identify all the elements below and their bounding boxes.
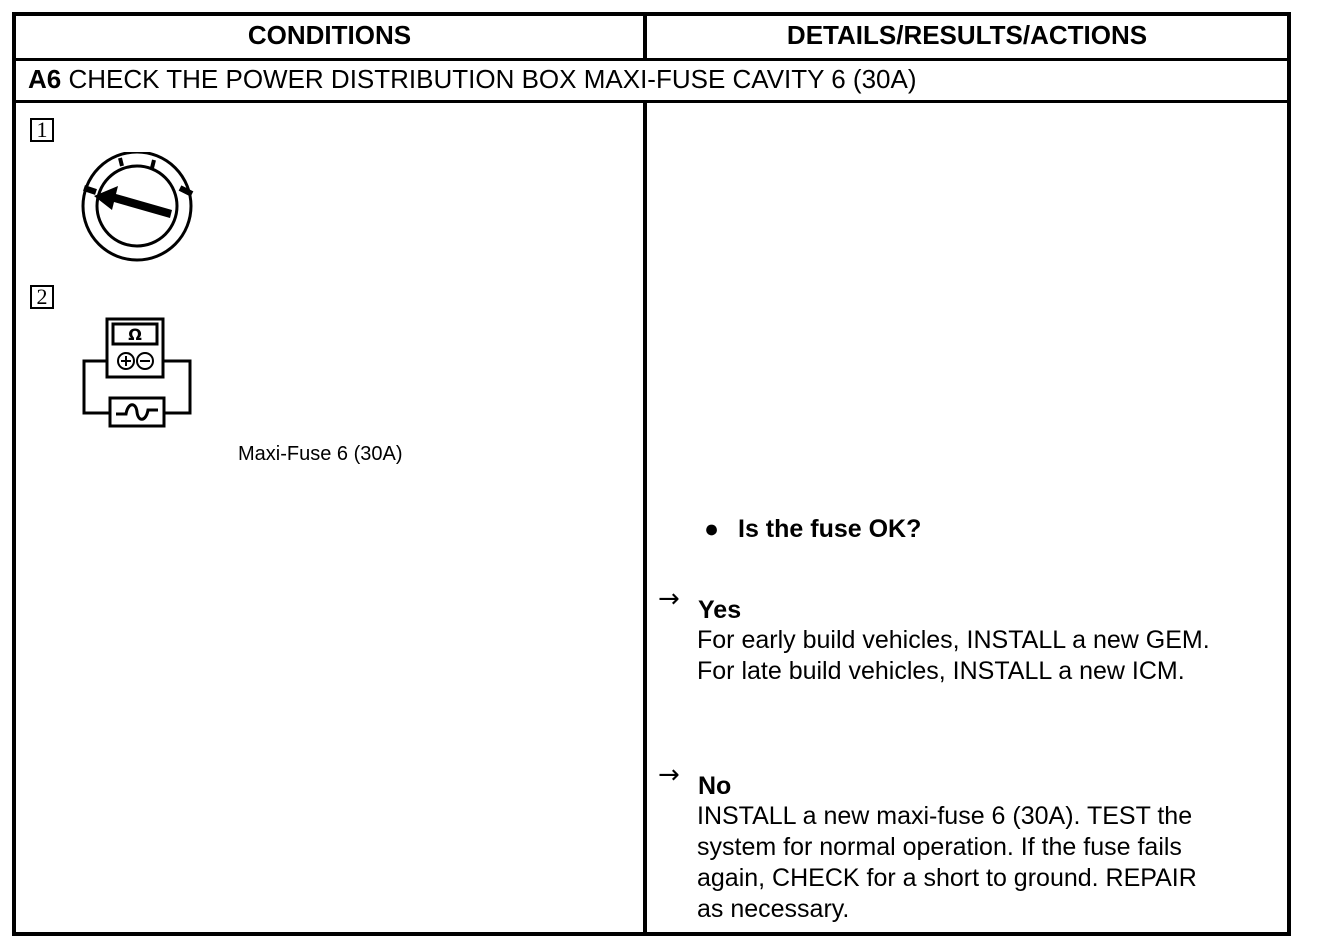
- fuse-caption: Maxi-Fuse 6 (30A): [238, 443, 403, 465]
- step-id: A6: [28, 64, 62, 94]
- yes-label: Yes: [698, 596, 742, 624]
- no-action-line: system for normal operation. If the fuse fails: [697, 833, 1182, 861]
- step-title-divider: [12, 100, 1291, 103]
- step-title: CHECK THE POWER DISTRIBUTION BOX MAXI-FUSE CAVITY 6 (30A): [68, 64, 917, 94]
- yes-arrow-icon: →: [658, 584, 680, 614]
- no-action-line: as necessary.: [697, 895, 850, 923]
- step-title-row: [28, 64, 917, 95]
- question-item: [704, 515, 921, 544]
- conditions-header: CONDITIONS: [247, 20, 412, 50]
- header-divider: [12, 58, 1291, 61]
- ohm-symbol: Ω: [128, 325, 142, 344]
- step-number-2: 2: [30, 285, 54, 309]
- question-text: Is the fuse OK?: [738, 515, 922, 543]
- yes-action: [697, 625, 1282, 687]
- ohmmeter-fuse-test-icon: [80, 316, 196, 432]
- no-action-line: again, CHECK for a short to ground. REPAIR: [697, 864, 1197, 892]
- no-action-line: INSTALL a new maxi-fuse 6 (30A). TEST the: [697, 802, 1193, 830]
- step-number-1: 1: [30, 118, 54, 142]
- procedure-table: [12, 12, 1291, 936]
- ignition-switch-off-icon: [80, 152, 196, 264]
- yes-action-line: For late build vehicles, INSTALL a new ICM.: [697, 657, 1185, 685]
- details-header: DETAILS/RESULTS/ACTIONS: [786, 20, 1148, 50]
- yes-action-line: For early build vehicles, INSTALL a new GEM.: [697, 626, 1210, 654]
- bullet-icon: ●: [704, 515, 720, 543]
- column-divider-bottom: [643, 102, 647, 936]
- no-label: No: [698, 772, 732, 800]
- no-action: [697, 801, 1282, 925]
- no-arrow-icon: →: [658, 760, 680, 790]
